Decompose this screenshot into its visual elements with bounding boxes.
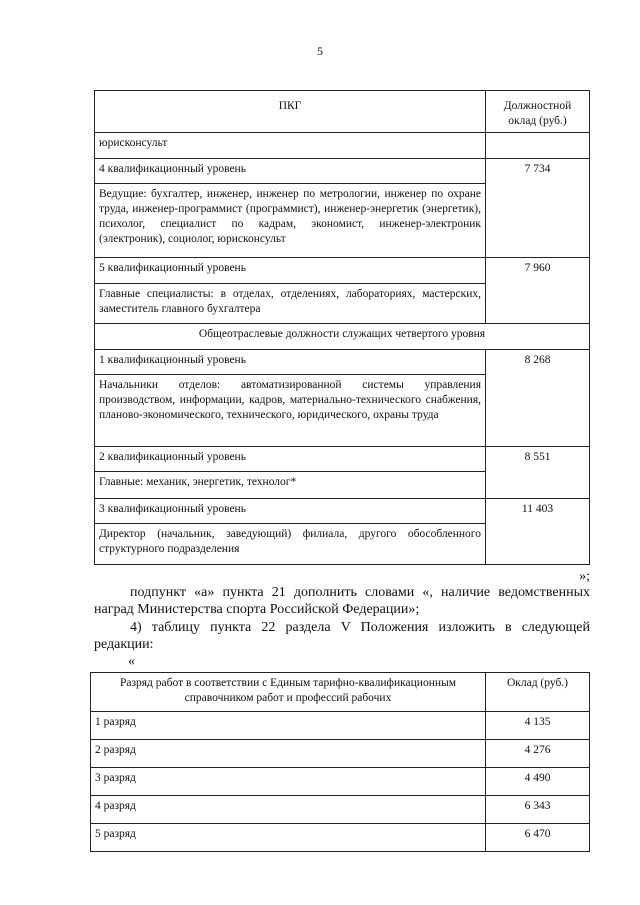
table-row bbox=[95, 447, 590, 472]
table-row bbox=[91, 712, 590, 740]
grade-salary: 4 490 bbox=[486, 768, 590, 796]
table-row bbox=[95, 472, 590, 499]
s4-level-2-salary: 8 551 bbox=[486, 447, 590, 472]
table-row bbox=[95, 133, 590, 159]
s4-level-3-positions: Директор (начальник, заведующий) филиала, другого обособленного структурного подразделения bbox=[95, 524, 486, 565]
s4-level-1-salary-span bbox=[486, 375, 590, 447]
grade-salary: 4 135 bbox=[486, 712, 590, 740]
table-header-row bbox=[95, 91, 590, 133]
table-row bbox=[91, 824, 590, 852]
table-row bbox=[91, 796, 590, 824]
row-position: юрисконсульт bbox=[95, 133, 486, 159]
section-title: Общеотраслевые должности служащих четвертого уровня bbox=[95, 324, 590, 350]
level-5-salary: 7 960 bbox=[486, 258, 590, 284]
level-5-label: 5 квалификационный уровень bbox=[95, 258, 486, 284]
table-header-row bbox=[91, 673, 590, 712]
closing-quote: »; bbox=[579, 569, 590, 584]
table-row bbox=[91, 768, 590, 796]
level-4-label: 4 квалификационный уровень bbox=[95, 159, 486, 184]
table-row bbox=[95, 159, 590, 184]
table-row bbox=[95, 524, 590, 565]
header-pkg: ПКГ bbox=[95, 91, 486, 133]
level-4-salary: 7 734 bbox=[486, 159, 590, 184]
grade-label: 1 разряд bbox=[91, 712, 486, 740]
opening-quote: « bbox=[128, 654, 135, 669]
s4-level-1-label: 1 квалификационный уровень bbox=[95, 350, 486, 375]
s4-level-2-positions: Главные: механик, энергетик, технолог* bbox=[95, 472, 486, 499]
worker-grade-salary-table bbox=[90, 672, 590, 852]
amendment-paragraph-2: 4) таблицу пункта 22 раздела V Положения изложить в следующей редакции: bbox=[94, 620, 590, 652]
header-salary: Оклад (руб.) bbox=[486, 673, 590, 712]
s4-level-3-salary: 11 403 bbox=[486, 499, 590, 524]
level-5-salary-span bbox=[486, 284, 590, 324]
s4-level-1-salary: 8 268 bbox=[486, 350, 590, 375]
section-row bbox=[95, 324, 590, 350]
grade-salary: 6 343 bbox=[486, 796, 590, 824]
level-4-salary-span bbox=[486, 184, 590, 258]
s4-level-3-label: 3 квалификационный уровень bbox=[95, 499, 486, 524]
header-grade: Разряд работ в соответствии с Единым тарифно-квалификационным справочником работ и профессий рабочих bbox=[91, 673, 486, 712]
table-row bbox=[95, 258, 590, 284]
page-number: 5 bbox=[317, 44, 323, 58]
grade-label: 3 разряд bbox=[91, 768, 486, 796]
table-row bbox=[95, 350, 590, 375]
row-salary-empty bbox=[486, 133, 590, 159]
header-salary: Должностной оклад (руб.) bbox=[486, 91, 590, 133]
s4-level-1-positions: Начальники отделов: автоматизированной системы управления производством, информации, кадров, материально-технического снабжения, планово-экономического, технического, юридического, охраны труда bbox=[95, 375, 486, 447]
grade-label: 2 разряд bbox=[91, 740, 486, 768]
grade-salary: 6 470 bbox=[486, 824, 590, 852]
s4-level-2-label: 2 квалификационный уровень bbox=[95, 447, 486, 472]
table-row bbox=[95, 375, 590, 447]
table-row bbox=[95, 499, 590, 524]
level-5-positions: Главные специалисты: в отделах, отделениях, лабораториях, мастерских, заместитель главного бухгалтера bbox=[95, 284, 486, 324]
salary-table-pkg bbox=[94, 90, 590, 565]
table-row bbox=[95, 184, 590, 258]
grade-label: 5 разряд bbox=[91, 824, 486, 852]
level-4-positions: Ведущие: бухгалтер, инженер, инженер по метрологии, инженер по охране труда, инженер-программист (программист), инженер-энергетик (энергетик), психолог, специалист по кадрам, экономист, инженер-электроник (электроник), социолог, юрисконсульт bbox=[95, 184, 486, 258]
s4-level-3-salary-span bbox=[486, 524, 590, 565]
table-row bbox=[91, 740, 590, 768]
amendment-paragraph-1: подпункт «а» пункта 21 дополнить словами «, наличие ведомственных наград Министерства спорта Российской Федерации»; bbox=[94, 585, 590, 617]
grade-salary: 4 276 bbox=[486, 740, 590, 768]
table-row bbox=[95, 284, 590, 324]
grade-label: 4 разряд bbox=[91, 796, 486, 824]
s4-level-2-salary-span bbox=[486, 472, 590, 499]
